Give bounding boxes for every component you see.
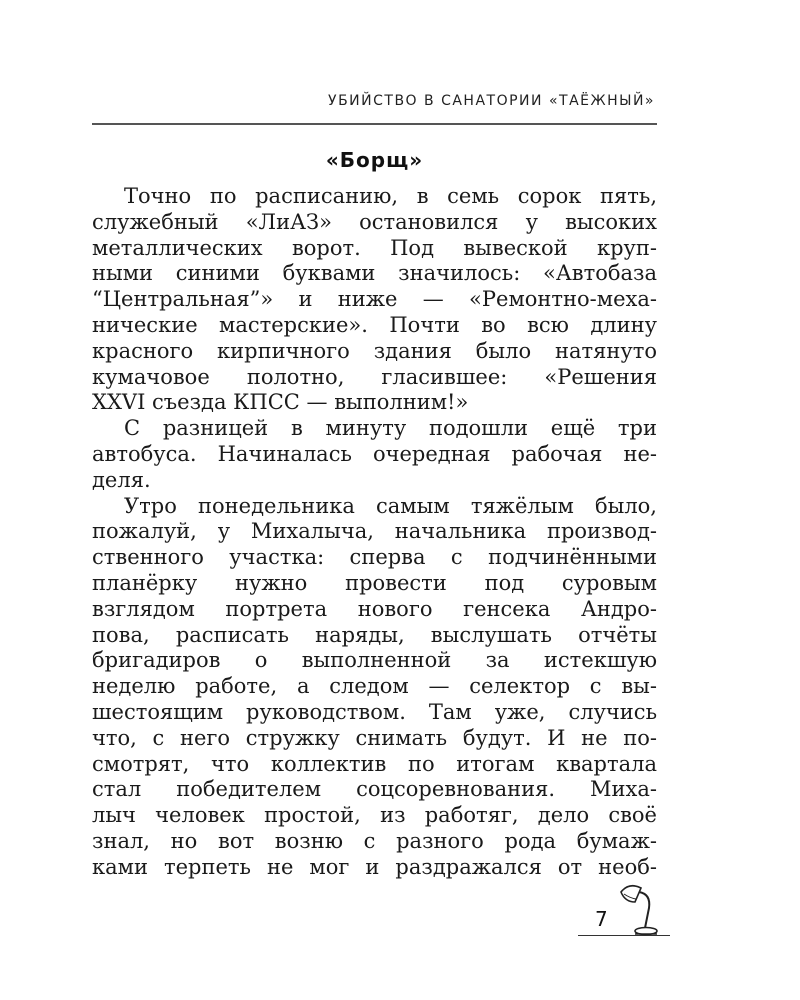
text-line: стал победителем соцсоревнования. Миха-	[92, 777, 657, 802]
text-line: Точно по расписанию, в семь сорок пять,	[124, 184, 657, 208]
desk-lamp-icon	[615, 880, 663, 938]
text-line: ными синими буквами значилось: «Автобаза	[92, 261, 657, 286]
text-line: кумачовое полотно, гласившее: «Решения	[92, 364, 657, 389]
text-line: неделю работе, а следом — селектор с вы-	[92, 674, 657, 699]
text-line: бригадиров о выполненной за истекшую	[92, 648, 657, 673]
text-line: С разницей в минуту подошли ещё три	[124, 416, 657, 441]
text-line: ственного участка: сперва с подчинёнными	[92, 545, 657, 570]
text-line: автобуса. Начиналась очередная рабочая не-	[92, 441, 657, 466]
text-line: ками терпеть не мог и раздражался от необ-	[92, 854, 657, 879]
header-rule	[92, 123, 657, 125]
text-line: нические мастерские». Почти во всю длину	[92, 312, 657, 337]
text-line: шестоящим руководством. Там уже, случись	[92, 699, 657, 724]
text-line: взглядом портрета нового генсека Андро-	[92, 596, 657, 621]
text-line: “Центральная”» и ниже — «Ремонтно-меха-	[92, 287, 657, 312]
text-line: планёрку нужно провести под суровым	[92, 570, 657, 595]
text-line: пожалуй, у Михалыча, начальника производ-	[92, 519, 657, 544]
text-line: лыч человек простой, из работяг, дело своё	[92, 803, 657, 828]
chapter-title: «Борщ»	[325, 148, 424, 172]
text-line: смотрят, что коллектив по итогам квартала	[92, 751, 657, 776]
text-line: что, с него стружку снимать будут. И не по-	[92, 725, 657, 750]
text-line: Утро понедельника самым тяжёлым было,	[124, 493, 657, 518]
text-line: служебный «ЛиАЗ» остановился у высоких	[92, 209, 657, 234]
text-line: XXVI съезда КПСС — выполним!»	[92, 390, 469, 415]
text-line: металлических ворот. Под вывеской круп-	[92, 235, 657, 260]
text-line: знал, но вот возню с разного рода бумаж-	[92, 828, 657, 853]
text-line: деля.	[92, 467, 151, 492]
page-number: 7	[595, 907, 608, 931]
text-line: пова, расписать наряды, выслушать отчёты	[92, 622, 657, 647]
text-line: красного кирпичного здания было натянуто	[92, 338, 657, 363]
body-text	[92, 184, 657, 881]
running-head: УБИЙСТВО В САНАТОРИИ «ТАЁЖНЫЙ»	[328, 93, 655, 109]
